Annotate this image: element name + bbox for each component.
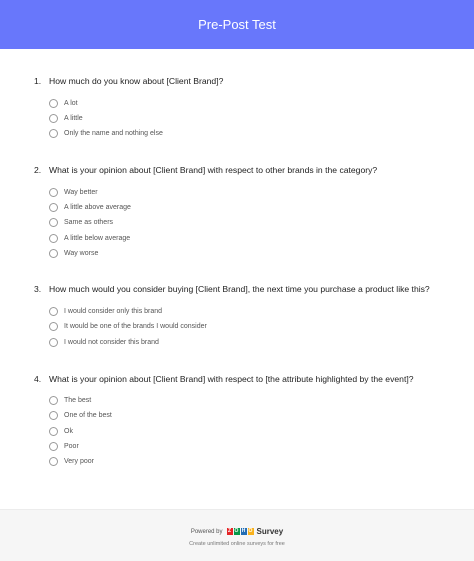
question-1-title: [34, 76, 223, 86]
question-2-title: [34, 165, 377, 175]
zoho-logo[interactable]: [227, 527, 284, 536]
option-a-lot[interactable]: [49, 97, 78, 109]
option-label: The best: [64, 396, 92, 404]
option-one-of-best[interactable]: [49, 409, 112, 421]
logo-letter-o: O: [234, 528, 239, 534]
question-number: 2.: [34, 165, 42, 175]
radio-button[interactable]: [49, 249, 58, 258]
option-label: A lot: [64, 99, 78, 107]
footer: [0, 509, 474, 561]
option-a-little[interactable]: [49, 112, 83, 124]
option-not-consider[interactable]: [49, 336, 159, 348]
radio-button[interactable]: [49, 218, 58, 227]
radio-button[interactable]: [49, 188, 58, 197]
logo-word: Survey: [256, 527, 284, 536]
option-one-of-brands[interactable]: [49, 320, 207, 332]
radio-button[interactable]: [49, 307, 58, 316]
option-label: I would consider only this brand: [64, 307, 163, 315]
option-label: Only the name and nothing else: [64, 129, 163, 137]
option-way-worse[interactable]: [49, 247, 98, 259]
radio-button[interactable]: [49, 99, 58, 108]
option-the-best[interactable]: [49, 394, 91, 406]
option-poor[interactable]: [49, 440, 79, 452]
option-label: Poor: [64, 442, 79, 450]
radio-button[interactable]: [49, 442, 58, 451]
question-number: 4.: [34, 374, 42, 384]
powered-by[interactable]: [0, 527, 474, 536]
radio-button[interactable]: [49, 234, 58, 243]
radio-button[interactable]: [49, 396, 58, 405]
question-number: 3.: [34, 284, 42, 294]
question-text: How much would you consider buying [Client Brand], the next time you purchase a product like this?: [49, 284, 430, 294]
question-text: What is your opinion about [Client Brand] with respect to [the attribute highlighted by the event]?: [49, 374, 414, 384]
option-label: Very poor: [64, 457, 94, 465]
radio-button[interactable]: [49, 427, 58, 436]
logo-letter-o2: O: [248, 528, 253, 534]
option-very-poor[interactable]: [49, 455, 94, 467]
radio-button[interactable]: [49, 114, 58, 123]
survey-header: [0, 0, 474, 49]
option-label: Way worse: [64, 249, 99, 257]
radio-button[interactable]: [49, 129, 58, 138]
question-text: How much do you know about [Client Brand]?: [49, 76, 224, 86]
option-label: One of the best: [64, 411, 112, 419]
option-label: Way better: [64, 188, 98, 196]
option-above-average[interactable]: [49, 201, 131, 213]
option-below-average[interactable]: [49, 232, 130, 244]
question-text: What is your opinion about [Client Brand] with respect to other brands in the category?: [49, 165, 378, 175]
question-4-title: [34, 374, 414, 384]
option-label: Ok: [64, 427, 73, 435]
option-label: Same as others: [64, 218, 114, 226]
question-number: 1.: [34, 76, 42, 86]
radio-button[interactable]: [49, 203, 58, 212]
option-label: It would be one of the brands I would consider: [64, 322, 207, 330]
option-label: A little above average: [64, 203, 131, 211]
option-label: A little below average: [64, 234, 131, 242]
radio-button[interactable]: [49, 457, 58, 466]
radio-button[interactable]: [49, 338, 58, 347]
question-3-title: [34, 284, 430, 294]
option-ok[interactable]: [49, 425, 73, 437]
powered-by-label: Powered by: [190, 528, 223, 535]
option-label: A little: [64, 114, 83, 122]
option-label: I would not consider this brand: [64, 338, 159, 346]
radio-button[interactable]: [49, 411, 58, 420]
footer-tagline[interactable]: Create unlimited online surveys for free: [189, 541, 285, 547]
option-way-better[interactable]: [49, 186, 98, 198]
option-same[interactable]: [49, 216, 113, 228]
logo-letter-h: H: [241, 528, 246, 534]
option-only-name[interactable]: [49, 127, 163, 139]
radio-button[interactable]: [49, 322, 58, 331]
logo-letter-z: Z: [227, 528, 232, 534]
option-only-this-brand[interactable]: [49, 305, 162, 317]
survey-title: Pre-Post Test: [198, 17, 276, 32]
